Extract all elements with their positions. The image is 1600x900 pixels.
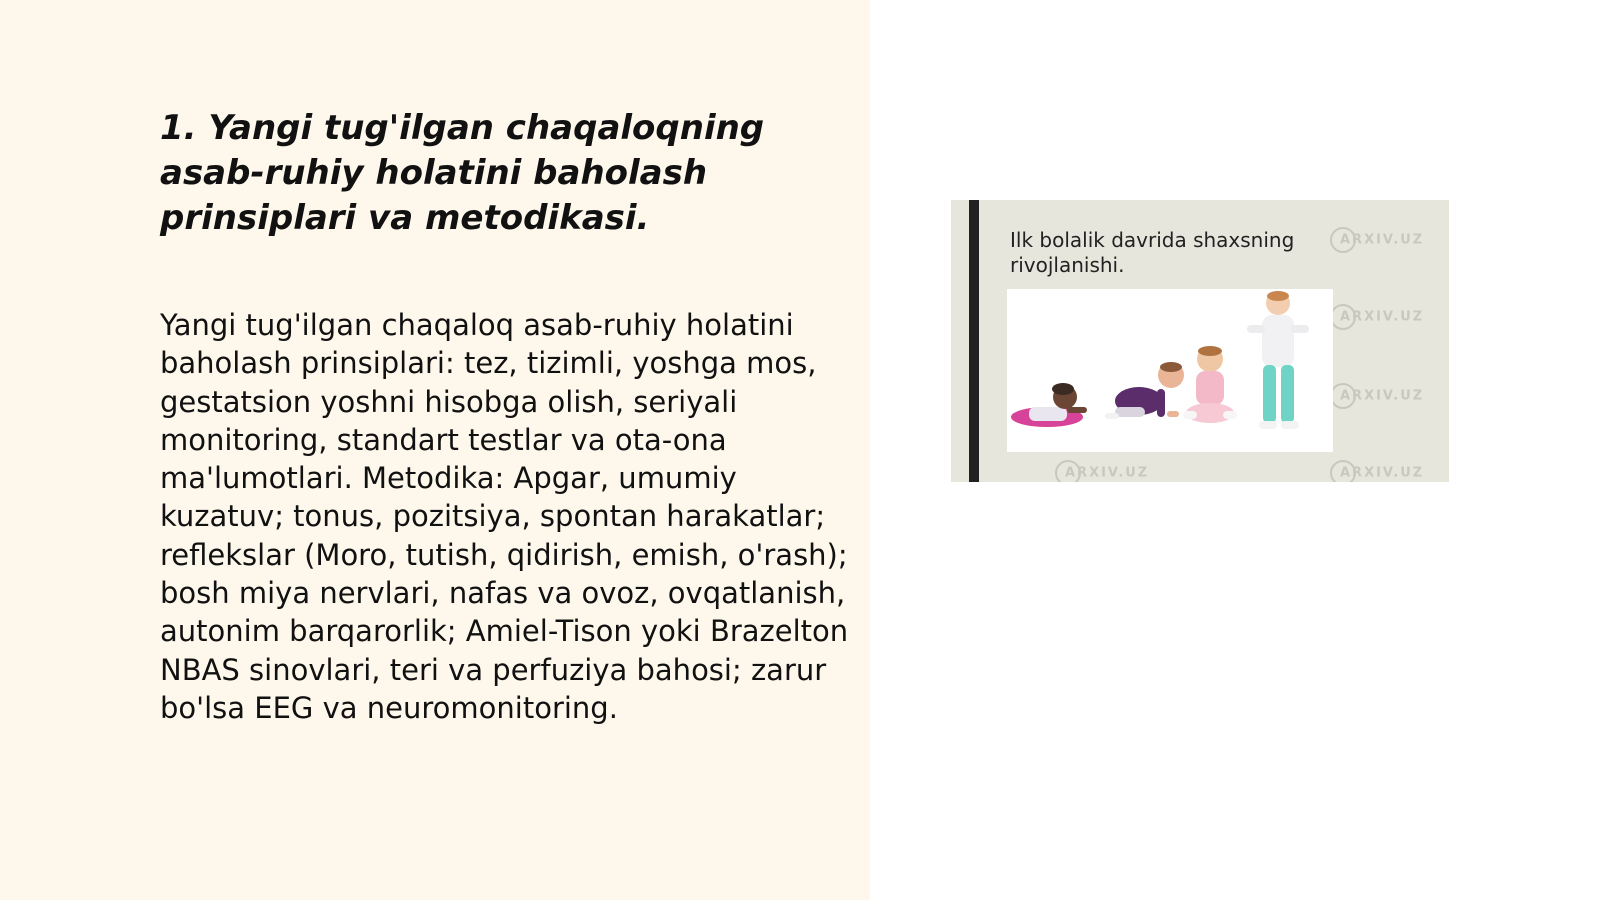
watermark-logo: ARXIV.UZ (1330, 383, 1424, 409)
figure-accent-bar (969, 200, 979, 482)
watermark-logo: ARXIV.UZ (1330, 227, 1424, 253)
watermark-logo: ARXIV.UZ (1330, 460, 1424, 482)
sitting-baby-icon (1183, 346, 1237, 423)
watermark-logo: ARXIV.UZ (1055, 460, 1149, 482)
crawling-baby-icon (1105, 362, 1184, 419)
slide-title: 1. Yangi tug'ilgan chaqaloqning asab-ruhiy holatini baholash prinsiplari va metodikasi. (160, 108, 765, 238)
slide-body-text: Yangi tug'ilgan chaqaloq asab-ruhiy holatini baholash prinsiplari: tez, tizimli, yoshga mos, gestatsion yoshni hisobga olish, seriyali monitoring, standart testlar va ota-ona ma'lumotlari. Metodika: Apgar, umumiy kuzatuv; tonus, pozitsiya, spontan harakatlar; reflekslar (Moro, tutish, qidirish, emish, o'rash); bosh miya nervlari, nafas va ovoz, ovqatlanish, autonim barqarorlik; Amiel-Tison yoki Brazelton NBAS sinovlari, teri va perfuziya bahosi; zarur bo'lsa EEG va neuromonitoring. (160, 308, 849, 725)
babies-photo (1007, 289, 1333, 452)
lying-baby-icon (1011, 383, 1087, 427)
figure-caption: Ilk bolalik davrida shaxsning rivojlanishi. (1010, 228, 1295, 277)
development-figure (951, 200, 1449, 482)
standing-baby-icon (1247, 291, 1309, 429)
watermark-logo: ARXIV.UZ (1330, 304, 1424, 330)
babies-illustration (1007, 289, 1333, 452)
